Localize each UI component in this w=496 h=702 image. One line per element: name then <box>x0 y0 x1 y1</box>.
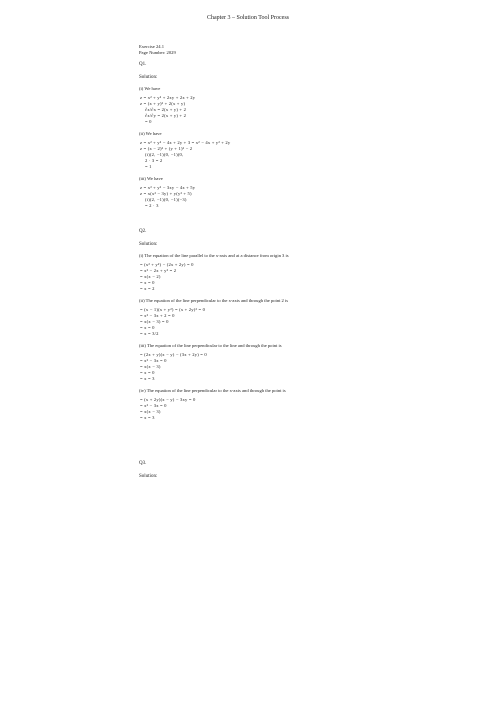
question-label: Q3. <box>139 461 147 466</box>
part-title: (i) The equation of the line parallel to the x-axis and at a distance from origin 3 is <box>139 253 289 258</box>
math-line: = (2x + y)(x − y) − (3x + 2y) = 0 <box>140 352 207 357</box>
q1-part-2 <box>139 131 349 170</box>
part-title: (ii) We have <box>139 131 162 136</box>
math-line: = x² − 3x + 2 = 0 <box>140 313 175 318</box>
question-3 <box>139 461 349 480</box>
q2-part-1 <box>139 253 349 292</box>
page-number: Page Number: 2029 <box>139 50 176 55</box>
math-line: = x = 3/2 <box>140 331 159 336</box>
q2-part-2 <box>139 298 349 337</box>
math-line: = x² − 2x + y² = 2 <box>140 268 177 273</box>
math-line: = 0 <box>145 119 152 124</box>
math-line: = x(x − 3) = 0 <box>140 319 169 324</box>
question-label: Q1. <box>139 62 147 67</box>
math-line: = x² − 3x = 0 <box>140 403 167 408</box>
part-title: (iv) The equation of the line perpendicular to the x-axis and through the point is <box>139 388 286 393</box>
math-line: = x(x − 2) <box>140 274 161 279</box>
math-line: z = x³ + y³ − 3xy − 4x + 5y <box>140 185 196 190</box>
solution-label: Solution: <box>139 242 158 247</box>
math-line: = x = 0 <box>140 370 155 375</box>
math-line: 2 · 3 = 2 <box>145 158 163 163</box>
question-label: Q2. <box>139 229 147 234</box>
math-line: z = x² + y² + 2xy + 2x + 2y <box>140 95 196 100</box>
math-line: = x = 2 <box>140 286 155 291</box>
part-title: (i) We have <box>139 86 161 91</box>
question-1 <box>139 62 349 209</box>
math-line: = (x − 1)(x + y²) = (x + 2y)² = 0 <box>140 307 206 312</box>
part-title: (iii) The equation of the line perpendicular to the line and through the point is <box>139 343 282 348</box>
math-line: = x = 0 <box>140 325 155 330</box>
page-header: Chapter 3 – Solution Tool Process <box>207 15 289 21</box>
math-line: = 2 · 3 <box>145 203 159 208</box>
math-line: = (x² + y²) − (2x + 2y) = 0 <box>140 262 194 267</box>
math-line: ∂z/∂y = 2(x + y) + 2 <box>145 113 187 118</box>
math-line: = 1 <box>145 164 152 169</box>
math-line: z = x(x² − 3y) + y(y² + 5) <box>140 191 192 196</box>
solution-label: Solution: <box>139 75 158 80</box>
math-line: ∂z/∂x = 2(x + y) + 2 <box>145 107 187 112</box>
question-2 <box>139 229 349 421</box>
math-line: (i)(2, −1)(0, −1)(0, <box>145 152 184 157</box>
math-line: = (x + 2y)(x − y) − 3xy = 0 <box>140 397 196 402</box>
math-line: = x(x − 3) <box>140 409 161 414</box>
q1-part-1 <box>139 86 349 125</box>
math-line: = x = 3 <box>140 415 155 420</box>
math-line: = x = 3 <box>140 376 155 381</box>
part-title: (iii) We have <box>139 176 163 181</box>
math-line: z = x² + y² − 4x + 2y + 3 = x² − 4x + y² + 2y <box>140 140 231 145</box>
math-line: = x = 0 <box>140 280 155 285</box>
part-title: (ii) The equation of the line perpendicular to the x-axis and through the point 2 is <box>139 298 289 303</box>
math-line: z = (x − 2)² + (y + 1)² − 2 <box>140 146 193 151</box>
math-line: = x(x − 3) <box>140 364 161 369</box>
q2-part-3 <box>139 343 349 382</box>
q2-part-4 <box>139 388 349 421</box>
page-content <box>139 44 349 485</box>
math-line: = x² − 3x = 0 <box>140 358 167 363</box>
math-line: z = (x + y)² + 2(x + y) <box>140 101 186 106</box>
math-line: (i)(2, −1)(0, −1)(−3) <box>145 197 187 202</box>
solution-label: Solution: <box>139 474 158 479</box>
q1-part-3 <box>139 176 349 209</box>
exercise-title: Exercise 24.1 <box>139 44 165 49</box>
